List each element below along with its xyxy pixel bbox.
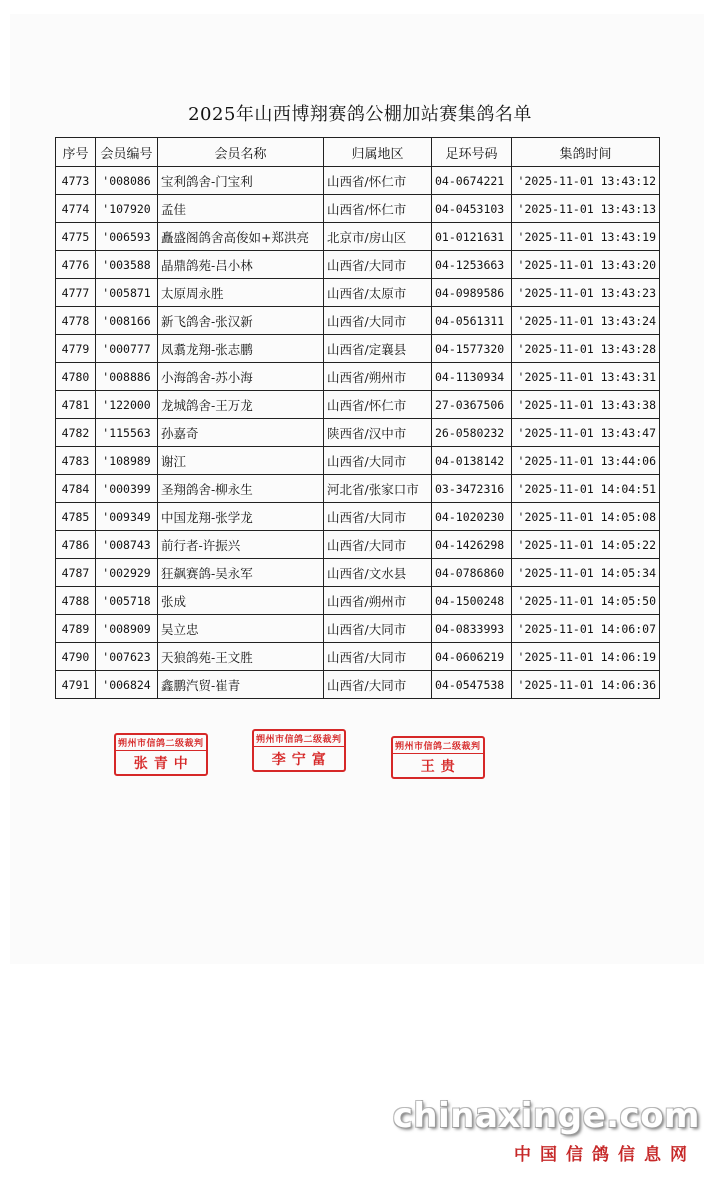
cell-region: 山西省/太原市 [324, 279, 432, 307]
referee-stamp-1 [114, 733, 208, 776]
cell-row-number: 4788 [56, 587, 96, 615]
column-header-member-name: 会员名称 [158, 138, 324, 167]
table-row [56, 307, 660, 335]
cell-row-number: 4778 [56, 307, 96, 335]
cell-member-id: '115563 [96, 419, 158, 447]
cell-collection-time: '2025-11-01 14:05:50 [512, 587, 660, 615]
cell-ring-number: 04-0833993 [432, 615, 512, 643]
cell-ring-number: 04-1426298 [432, 531, 512, 559]
cell-collection-time: '2025-11-01 13:43:28 [512, 335, 660, 363]
cell-collection-time: '2025-11-01 13:43:24 [512, 307, 660, 335]
table-row [56, 559, 660, 587]
cell-member-id: '000777 [96, 335, 158, 363]
cell-collection-time: '2025-11-01 14:05:34 [512, 559, 660, 587]
cell-region: 山西省/文水县 [324, 559, 432, 587]
cell-region: 山西省/朔州市 [324, 363, 432, 391]
cell-collection-time: '2025-11-01 13:43:19 [512, 223, 660, 251]
cell-member-name: 圣翔鸽舍-柳永生 [158, 475, 324, 503]
cell-region: 山西省/大同市 [324, 643, 432, 671]
cell-collection-time: '2025-11-01 14:06:36 [512, 671, 660, 699]
cell-row-number: 4777 [56, 279, 96, 307]
stamp-person-name: 李宁富 [271, 752, 332, 768]
table-row [56, 643, 660, 671]
cell-ring-number: 01-0121631 [432, 223, 512, 251]
cell-collection-time: '2025-11-01 13:43:47 [512, 419, 660, 447]
cell-member-name: 谢江 [158, 447, 324, 475]
watermark-domain: chinaxinge.com [392, 1096, 700, 1136]
stamp-person-name: 王贵 [420, 759, 461, 775]
cell-row-number: 4779 [56, 335, 96, 363]
cell-member-name: 晶鼎鸽苑-吕小林 [158, 251, 324, 279]
cell-ring-number: 04-0674221 [432, 167, 512, 195]
cell-row-number: 4786 [56, 531, 96, 559]
stamp-org-label: 朔州市信鸽二级裁判 [254, 731, 344, 747]
column-header-region: 归属地区 [324, 138, 432, 167]
cell-member-name: 鑫鹏汽贸-崔青 [158, 671, 324, 699]
stamp-org-label: 朔州市信鸽二级裁判 [116, 735, 206, 751]
cell-member-id: '006593 [96, 223, 158, 251]
cell-ring-number: 03-3472316 [432, 475, 512, 503]
cell-member-name: 宝利鸽舍-门宝利 [158, 167, 324, 195]
cell-collection-time: '2025-11-01 14:05:22 [512, 531, 660, 559]
table-row [56, 671, 660, 699]
cell-member-name: 吴立忠 [158, 615, 324, 643]
cell-row-number: 4784 [56, 475, 96, 503]
cell-row-number: 4776 [56, 251, 96, 279]
cell-member-name: 天狼鸽苑-王文胜 [158, 643, 324, 671]
cell-row-number: 4790 [56, 643, 96, 671]
cell-row-number: 4773 [56, 167, 96, 195]
table-row [56, 475, 660, 503]
cell-member-name: 中国龙翔-张学龙 [158, 503, 324, 531]
cell-region: 河北省/张家口市 [324, 475, 432, 503]
cell-region: 山西省/大同市 [324, 615, 432, 643]
cell-member-id: '108989 [96, 447, 158, 475]
cell-ring-number: 04-0989586 [432, 279, 512, 307]
cell-row-number: 4780 [56, 363, 96, 391]
cell-member-id: '008086 [96, 167, 158, 195]
cell-member-id: '005718 [96, 587, 158, 615]
cell-member-id: '002929 [96, 559, 158, 587]
cell-collection-time: '2025-11-01 14:06:19 [512, 643, 660, 671]
cell-member-id: '006824 [96, 671, 158, 699]
cell-ring-number: 04-1577320 [432, 335, 512, 363]
table-row [56, 167, 660, 195]
cell-row-number: 4783 [56, 447, 96, 475]
document-title: 2025年山西博翔赛鸽公棚加站赛集鸽名单 [188, 104, 532, 125]
table-row [56, 419, 660, 447]
cell-row-number: 4785 [56, 503, 96, 531]
cell-region: 山西省/怀仁市 [324, 167, 432, 195]
table-row [56, 279, 660, 307]
table-row [56, 503, 660, 531]
watermark-site-name: 中国信鸽信息网 [514, 1145, 696, 1165]
table-row [56, 531, 660, 559]
cell-ring-number: 04-0561311 [432, 307, 512, 335]
table-row [56, 223, 660, 251]
cell-member-name: 凤翥龙翔-张志鹏 [158, 335, 324, 363]
cell-collection-time: '2025-11-01 13:44:06 [512, 447, 660, 475]
cell-collection-time: '2025-11-01 13:43:31 [512, 363, 660, 391]
cell-row-number: 4787 [56, 559, 96, 587]
stamp-person-name: 张青中 [133, 756, 194, 772]
cell-region: 山西省/大同市 [324, 671, 432, 699]
cell-member-id: '008886 [96, 363, 158, 391]
cell-member-id: '005871 [96, 279, 158, 307]
cell-collection-time: '2025-11-01 13:43:20 [512, 251, 660, 279]
table-row [56, 195, 660, 223]
cell-member-name: 前行者-许振兴 [158, 531, 324, 559]
table-row [56, 615, 660, 643]
cell-member-name: 孟佳 [158, 195, 324, 223]
cell-region: 山西省/朔州市 [324, 587, 432, 615]
referee-stamp-3 [391, 736, 485, 779]
cell-member-id: '009349 [96, 503, 158, 531]
column-header-no: 序号 [56, 138, 96, 167]
table-row [56, 447, 660, 475]
cell-region: 山西省/大同市 [324, 307, 432, 335]
cell-region: 山西省/大同市 [324, 251, 432, 279]
cell-member-name: 新飞鸽舍-张汉新 [158, 307, 324, 335]
cell-region: 山西省/大同市 [324, 531, 432, 559]
cell-collection-time: '2025-11-01 13:43:12 [512, 167, 660, 195]
cell-ring-number: 04-0547538 [432, 671, 512, 699]
table-row [56, 251, 660, 279]
cell-ring-number: 26-0580232 [432, 419, 512, 447]
cell-row-number: 4782 [56, 419, 96, 447]
cell-region: 山西省/怀仁市 [324, 391, 432, 419]
cell-collection-time: '2025-11-01 14:05:08 [512, 503, 660, 531]
cell-ring-number: 04-0606219 [432, 643, 512, 671]
table-row [56, 335, 660, 363]
cell-member-id: '008743 [96, 531, 158, 559]
cell-region: 山西省/怀仁市 [324, 195, 432, 223]
cell-member-name: 张成 [158, 587, 324, 615]
table-row [56, 587, 660, 615]
cell-collection-time: '2025-11-01 13:43:23 [512, 279, 660, 307]
cell-member-id: '107920 [96, 195, 158, 223]
column-header-ring-number: 足环号码 [432, 138, 512, 167]
cell-member-name: 小海鸽舍-苏小海 [158, 363, 324, 391]
stamp-org-label: 朔州市信鸽二级裁判 [393, 738, 483, 754]
cell-member-id: '003588 [96, 251, 158, 279]
cell-member-name: 狂飙赛鸽-吴永军 [158, 559, 324, 587]
cell-member-id: '008166 [96, 307, 158, 335]
column-header-member-id: 会员编号 [96, 138, 158, 167]
cell-ring-number: 04-1253663 [432, 251, 512, 279]
cell-member-name: 孙嘉奇 [158, 419, 324, 447]
referee-stamp-2 [252, 729, 346, 772]
table-row [56, 391, 660, 419]
cell-ring-number: 04-0453103 [432, 195, 512, 223]
cell-member-id: '122000 [96, 391, 158, 419]
cell-collection-time: '2025-11-01 14:04:51 [512, 475, 660, 503]
cell-row-number: 4789 [56, 615, 96, 643]
cell-region: 山西省/定襄县 [324, 335, 432, 363]
roster-table [55, 137, 660, 699]
cell-ring-number: 04-1020230 [432, 503, 512, 531]
cell-ring-number: 04-1130934 [432, 363, 512, 391]
cell-member-name: 太原周永胜 [158, 279, 324, 307]
cell-region: 北京市/房山区 [324, 223, 432, 251]
cell-collection-time: '2025-11-01 13:43:38 [512, 391, 660, 419]
cell-ring-number: 04-1500248 [432, 587, 512, 615]
cell-ring-number: 04-0786860 [432, 559, 512, 587]
cell-member-id: '000399 [96, 475, 158, 503]
cell-row-number: 4781 [56, 391, 96, 419]
table-row [56, 363, 660, 391]
cell-collection-time: '2025-11-01 13:43:13 [512, 195, 660, 223]
cell-collection-time: '2025-11-01 14:06:07 [512, 615, 660, 643]
cell-ring-number: 27-0367506 [432, 391, 512, 419]
cell-row-number: 4774 [56, 195, 96, 223]
cell-region: 陕西省/汉中市 [324, 419, 432, 447]
cell-member-name: 矗盛阁鸽舍高俊如+郑洪亮 [158, 223, 324, 251]
cell-region: 山西省/大同市 [324, 503, 432, 531]
table-header-row [56, 138, 660, 167]
cell-ring-number: 04-0138142 [432, 447, 512, 475]
cell-member-id: '007623 [96, 643, 158, 671]
cell-row-number: 4791 [56, 671, 96, 699]
cell-member-name: 龙城鸽舍-王万龙 [158, 391, 324, 419]
column-header-collection-time: 集鸽时间 [512, 138, 660, 167]
cell-member-id: '008909 [96, 615, 158, 643]
cell-row-number: 4775 [56, 223, 96, 251]
cell-region: 山西省/大同市 [324, 447, 432, 475]
